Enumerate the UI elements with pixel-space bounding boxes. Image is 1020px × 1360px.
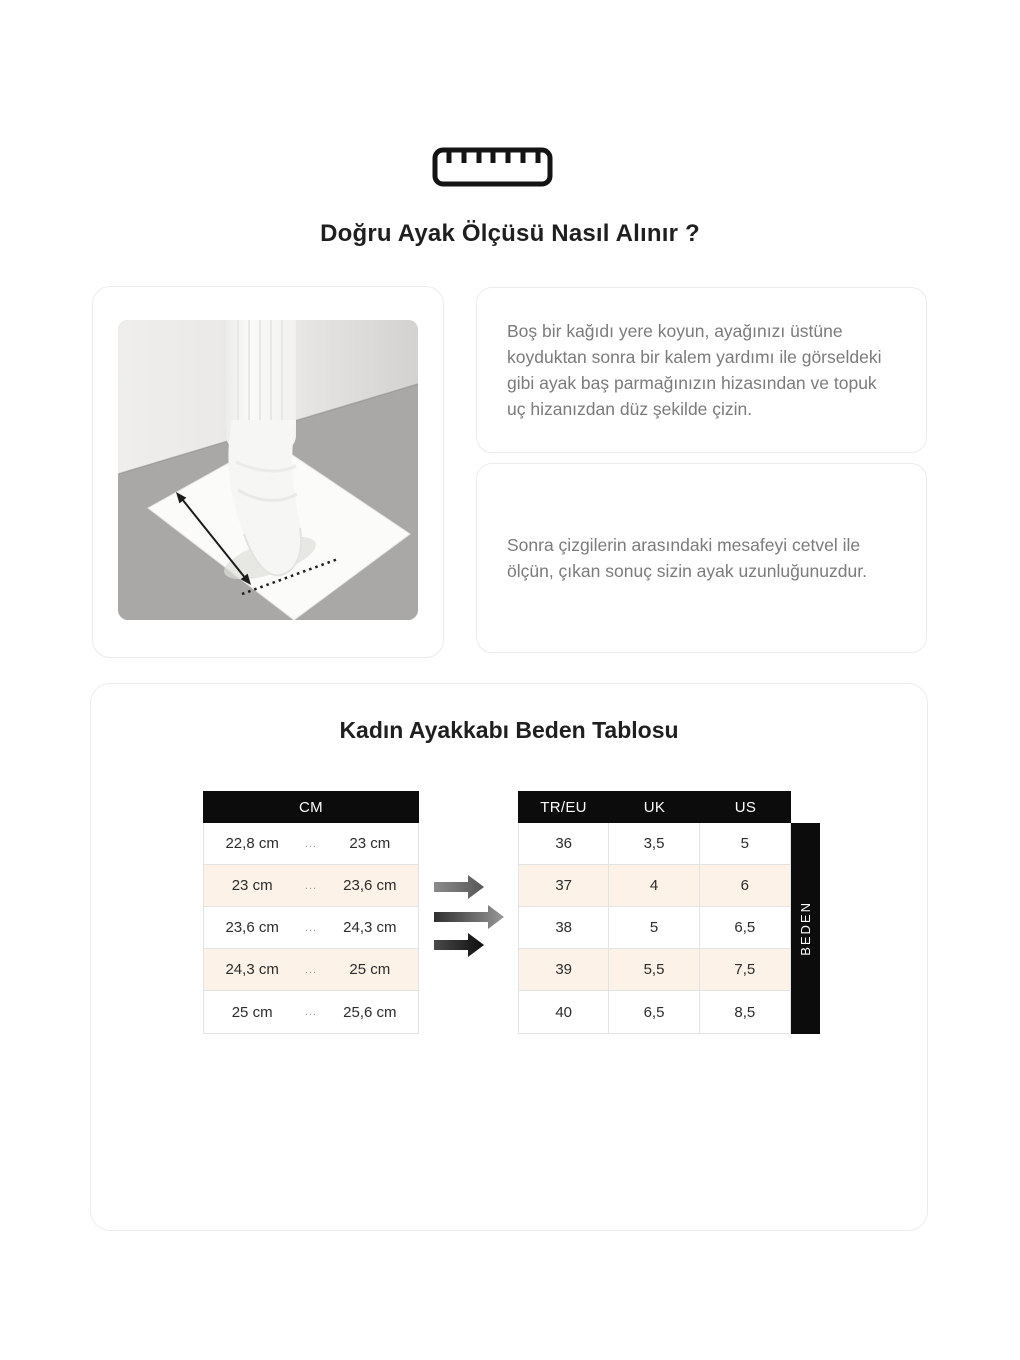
cm-value-from: 22,8 cm (225, 835, 279, 852)
cm-table-row (204, 991, 418, 1033)
size-value: 6 (740, 877, 749, 894)
range-separator: ... (304, 879, 318, 892)
size-value: 5 (740, 835, 749, 852)
size-value: 39 (519, 949, 609, 990)
foot-measurement-photo (118, 320, 418, 620)
instruction-step-1 (476, 287, 927, 453)
instruction-step-2 (476, 463, 927, 653)
size-value: 38 (519, 907, 609, 948)
transfer-arrows-icon (432, 875, 506, 959)
range-separator: ... (304, 963, 318, 976)
size-table-header-cell: US (734, 798, 757, 816)
cm-value-from: 24,3 cm (225, 961, 279, 978)
cm-table-rows (203, 823, 419, 1034)
instruction-step-1-text: Boş bir kağıdı yere koyun, ayağınızı üstüne koyduktan sonra bir kalem yardımı ile görseldeki gibi ayak baş parmağınızın hizasından ve topuk uç hizanızdan düz şekilde çizin. (507, 321, 882, 419)
cm-value-from: 25 cm (231, 1003, 273, 1021)
size-value: 7,5 (734, 961, 756, 978)
size-table-header-cell: TR/EU (540, 798, 587, 816)
cm-table-row (204, 949, 418, 991)
cm-table-row (204, 823, 418, 865)
ruler-icon (432, 147, 553, 187)
size-table-row (519, 991, 790, 1033)
cm-value-to: 24,3 cm (343, 919, 397, 936)
size-value: 3,5 (609, 823, 699, 864)
cm-table (203, 791, 419, 1034)
size-value: 4 (609, 865, 699, 906)
beden-side-bar (791, 823, 820, 1034)
cm-table-header: CM (203, 791, 419, 823)
measurement-photo-card (92, 286, 444, 658)
size-table-header-cell: UK (643, 798, 666, 816)
size-value: 5,5 (609, 949, 699, 990)
cm-value-from: 23,6 cm (225, 919, 279, 936)
size-chart-title: Kadın Ayakkabı Beden Tablosu (339, 717, 679, 743)
cm-value-to: 23,6 cm (343, 877, 397, 894)
size-table-header (518, 791, 791, 823)
size-chart-card (90, 683, 928, 1231)
size-value: 37 (519, 865, 609, 906)
size-table (518, 791, 791, 1034)
size-value: 36 (519, 823, 609, 864)
size-table-row (519, 949, 790, 991)
cm-value-from: 23 cm (231, 877, 273, 894)
range-separator: ... (304, 837, 318, 850)
range-separator: ... (304, 921, 318, 934)
size-value: 6,5 (734, 919, 756, 936)
cm-table-row (204, 907, 418, 949)
instruction-step-2-text: Sonra çizgilerin arasındaki mesafeyi cetvel ile ölçün, çıkan sonuç sizin ayak uzunluğunuzdur. (507, 535, 867, 581)
cm-value-to: 25,6 cm (343, 1003, 397, 1021)
size-table-rows (518, 823, 791, 1034)
cm-value-to: 25 cm (349, 961, 391, 978)
size-value: 6,5 (609, 991, 699, 1033)
cm-value-to: 23 cm (349, 835, 391, 852)
size-table-row (519, 907, 790, 949)
cm-table-row (204, 865, 418, 907)
size-table-row (519, 823, 790, 865)
size-table-row (519, 865, 790, 907)
size-value: 5 (609, 907, 699, 948)
size-value: 40 (519, 991, 609, 1033)
size-value: 8,5 (734, 1003, 756, 1021)
page-title: Doğru Ayak Ölçüsü Nasıl Alınır ? (320, 220, 700, 247)
beden-side-label: BEDEN (798, 901, 813, 956)
range-separator: ... (304, 1006, 318, 1018)
